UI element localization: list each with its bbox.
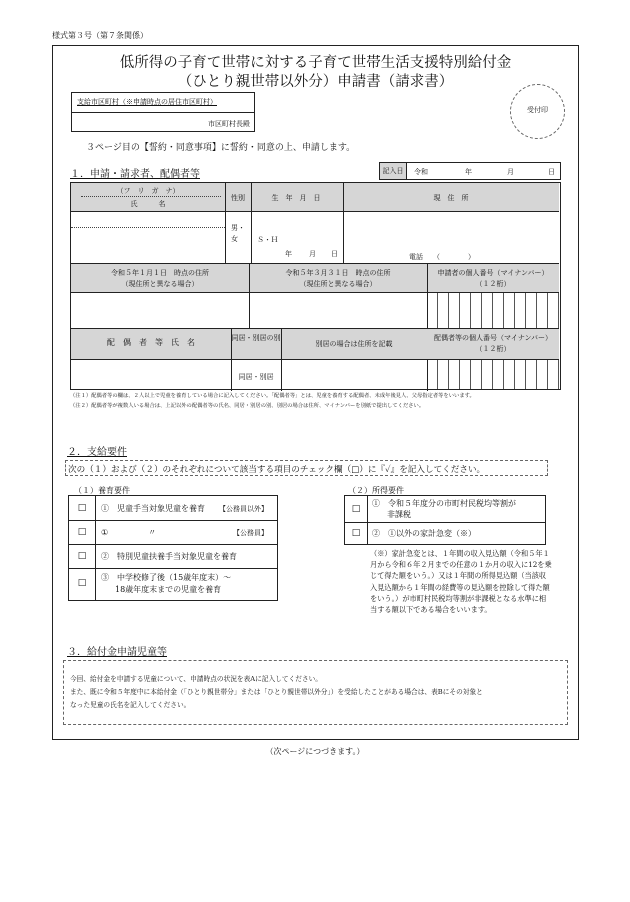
municipality-label: 支給市区町村（※申請時点の居住市区町村） [77, 98, 217, 106]
divider [72, 112, 254, 113]
col-address: 現 住 所 [433, 194, 469, 202]
care-requirement-table [68, 495, 278, 601]
section2-instruction-box [65, 460, 548, 476]
entry-era: 令和 [414, 168, 428, 176]
section3-text1: 今回、給付金を申請する児童について、申請時点の状況を表Aに記入してください。 [70, 675, 322, 683]
section3-heading: ３．給付金申請児童等 [67, 647, 167, 658]
care-item-2-tag: 【公務員】 [233, 529, 268, 537]
checkbox-income-1[interactable]: □ [351, 504, 361, 514]
care-item-4: ③ 中学校修了後（15歳年度末）～ [101, 573, 232, 582]
phone-paren: （ ） [433, 253, 475, 261]
section3-text3: なった児童の氏名を記入してください。 [70, 701, 191, 709]
jan1-note: （現住所と異なる場合） [121, 280, 199, 288]
entry-date-box [379, 162, 561, 180]
municipality-box [71, 92, 255, 132]
footer-note: （次ページにつづきます。） [265, 747, 365, 756]
form-title-line2: （ひとり親世帯以外分）申請書（請求書） [177, 74, 454, 90]
spouse-name-label: 配 偶 者 等 氏 名 [107, 338, 195, 347]
entry-month: 月 [507, 168, 514, 176]
dob-year: 年 [285, 250, 292, 258]
form-title-line1: 低所得の子育て世帯に対する子育て世帯生活支援特別給付金 [119, 55, 512, 71]
spouse-mynumber-label: 配偶者等の個人番号（マイナンバー） [433, 334, 553, 342]
section3-box [63, 660, 568, 725]
care-item-4-line2: 18歳年度末までの児童を養育 [115, 585, 222, 594]
phone-label: 電話 [409, 253, 423, 261]
note-1: （注１）配偶者等の欄は、２人以上で児童を養育している場合に記入してください。「配偶者等」とは、児童を養育する配偶者、未成年後見人、父母指定者等をいいます。 [70, 393, 475, 399]
checkbox-income-2[interactable]: □ [351, 528, 361, 538]
col-name: 氏 名 [130, 200, 166, 208]
jan1-address-label: 令和５年１月１日 時点の住所 [111, 269, 209, 277]
dob-day: 日 [331, 250, 338, 258]
income-requirement-table [344, 495, 546, 545]
care-item-1: ① 児童手当対象児童を養育 [101, 504, 205, 513]
mar31-note: （現住所と異なる場合） [299, 280, 377, 288]
income-item-2: ② ①以外の家計急変（※） [372, 529, 476, 538]
col-dob: 生 年 月 日 [271, 194, 321, 202]
reception-stamp [510, 84, 565, 139]
sub2-heading: （２）所得要件 [348, 486, 404, 495]
checkbox-care-1[interactable]: □ [77, 503, 87, 513]
sub1-heading: （１）養育要件 [74, 486, 130, 495]
income-item-1: ① 令和５年度分の市町村民税均等割が [372, 499, 516, 508]
stamp-label: 受付印 [527, 106, 548, 114]
spouse-mynumber-digits: （１２桁） [475, 345, 511, 353]
section1-heading: １．申請・請求者、配偶者等 [70, 169, 200, 180]
form-id: 様式第３号（第７条関係） [52, 31, 148, 40]
mynumber-label: 申請者の個人番号（マイナンバー） [437, 269, 549, 277]
living-values: 同居・別居 [238, 373, 274, 381]
entry-date-label: 記入日 [380, 163, 407, 179]
checkbox-care-3[interactable]: □ [77, 551, 87, 561]
intro-text: ３ページ目の【誓約・同意事項】に誓約・同意の上、申請します。 [86, 143, 356, 153]
care-item-3: ② 特別児童扶養手当対象児童を養育 [101, 552, 237, 561]
care-item-1-tag: 【公務員以外】 [219, 505, 268, 513]
col-furigana: （フ リ ガ ナ） [116, 187, 180, 195]
spouse-mynumber-input[interactable] [427, 360, 559, 389]
section3-text2: また、既に令和５年度中に本給付金（「ひとり親世帯分」または「ひとり親世帯以外分」）を受給したことがある場合は、表Bにその対象と [70, 688, 483, 696]
applicant-table [70, 182, 561, 390]
section2-instruction: 次の（１）および（２）のそれぞれについて該当する項目のチェック欄（□）に『✓』を記入してください。 [68, 465, 486, 475]
care-item-2: ① 〃 [101, 528, 157, 537]
income-item-1-line2: 非課税 [387, 510, 411, 519]
living-label: 同居・別居の別 [231, 334, 281, 342]
mynumber-digits: （１２桁） [475, 280, 511, 288]
entry-year: 年 [465, 168, 472, 176]
income-note: （※）家計急変とは、１年間の収入見込額（令和５年１月から令和６年２月までの任意の１か月の収入に12を乗じて得た額をいう。）又は１年間の所得見込額（当該収入見込額から１年間の経費等の見込額を控除して得た額をいう。）が市町村民税均等割が非課税となる水準に相当する額以下である場合をいいます。 [370, 549, 552, 615]
checkbox-care-4[interactable]: □ [77, 578, 87, 588]
note-2: （注２）配偶者等が複数人いる場合は、上記以外の配偶者等の氏名、同居・別居の別、別居の場合は住所、マイナンバーを別紙で提出してください。 [70, 403, 425, 409]
dob-month: 月 [309, 250, 316, 258]
mar31-address-label: 令和５年３月３１日 時点の住所 [285, 269, 391, 277]
col-sex: 性別 [231, 194, 245, 202]
sex-values: 男・女 [231, 224, 245, 243]
entry-day: 日 [548, 168, 555, 176]
mynumber-input[interactable] [427, 293, 559, 328]
section2-heading: ２．支給要件 [67, 447, 127, 458]
checkbox-care-2[interactable]: □ [77, 527, 87, 537]
dob-era: Ｓ・Ｈ [257, 236, 278, 244]
separate-label: 別居の場合は住所を記載 [315, 340, 393, 348]
mayor-label: 市区町村長殿 [208, 120, 250, 128]
